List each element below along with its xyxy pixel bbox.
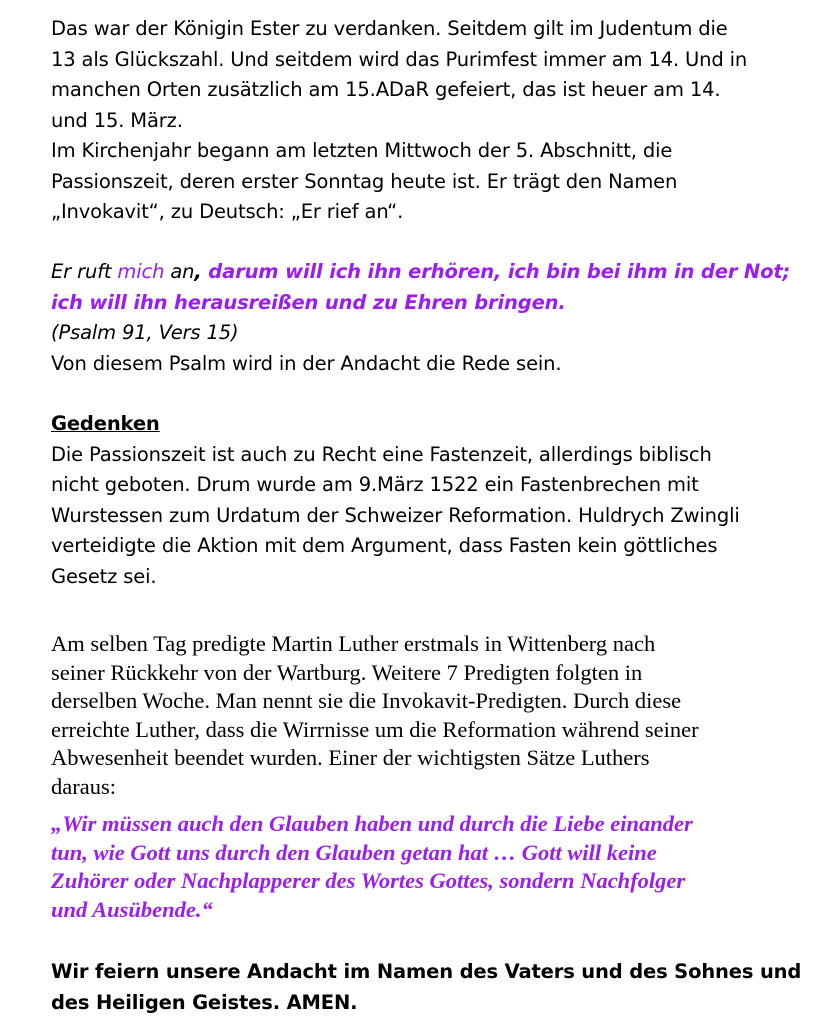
intro-line: Das war der Königin Ester zu verdanken. Seitdem gilt im Judentum die <box>51 17 728 40</box>
psalm-reference: (Psalm 91, Vers 15) <box>51 321 239 344</box>
intro-line: Passionszeit, deren erster Sonntag heute ist. Er trägt den Namen <box>51 169 678 193</box>
gedenken-line: verteidigte die Aktion mit dem Argument, dass Fasten kein göttliches <box>51 534 718 557</box>
luther-quote-line: „Wir müssen auch den Glauben haben und durch die Liebe einander <box>51 811 693 836</box>
luther-line: seiner Rückkehr von der Wartburg. Weitere 7 Predigten folgten in <box>51 659 643 685</box>
intro-line: manchen Orten zusätzlich am 15.ADaR gefeiert, das ist heuer am 14. <box>51 78 721 101</box>
luther-line: Am selben Tag predigte Martin Luther erstmals in Wittenberg nach <box>51 631 656 656</box>
closing-line: des Heiligen Geistes. AMEN. <box>51 990 358 1014</box>
luther-paragraph <box>51 630 699 801</box>
intro-line: Im Kirchenjahr begann am letzten Mittwoch der 5. Abschnitt, die <box>51 139 673 162</box>
psalm-quote <box>51 257 790 379</box>
psalm-highlight: mich <box>117 260 165 283</box>
psalm-text: an <box>164 260 195 283</box>
intro-line: und 15. März. <box>51 108 183 132</box>
luther-quote <box>51 810 693 924</box>
intro-paragraph <box>51 14 747 228</box>
gedenken-section <box>51 409 740 592</box>
luther-quote-line: Zuhörer oder Nachplapperer des Wortes Gottes, sondern Nachfolger <box>51 868 686 893</box>
gedenken-line: nicht geboten. Drum wurde am 9.März 1522 ein Fastenbrechen mit <box>51 473 699 496</box>
psalm-line-1 <box>51 257 790 288</box>
luther-line: Abwesenheit beendet wurden. Einer der wichtigsten Sätze Luthers <box>51 745 650 770</box>
closing-line: Wir feiern unsere Andacht im Namen des Vaters und des Sohnes und <box>51 960 802 983</box>
gedenken-line: Wurstessen zum Urdatum der Schweizer Reformation. Huldrych Zwingli <box>51 503 740 527</box>
section-heading: Gedenken <box>51 412 160 435</box>
luther-line: daraus: <box>51 773 116 799</box>
gedenken-line: Die Passionszeit ist auch zu Recht eine Fastenzeit, allerdings biblisch <box>51 442 712 466</box>
psalm-note: Von diesem Psalm wird in der Andacht die Rede sein. <box>51 351 562 375</box>
luther-quote-line: und Ausübende.“ <box>51 896 213 922</box>
luther-quote-line: tun, wie Gott uns durch den Glauben getan hat … Gott will keine <box>51 839 657 865</box>
psalm-comma: , <box>194 260 202 283</box>
psalm-highlight: darum will ich ihn erhören, ich bin bei ihm in der Not; <box>201 260 791 283</box>
intro-line: „Invokavit“, zu Deutsch: „Er rief an“. <box>51 200 404 223</box>
psalm-line-2: ich will ihn herausreißen und zu Ehren bringen. <box>51 290 566 314</box>
psalm-text: Er ruft <box>51 260 118 283</box>
intro-line: 13 als Glückszahl. Und seitdem wird das Purimfest immer am 14. Und in <box>51 47 748 71</box>
gedenken-line: Gesetz sei. <box>51 564 157 588</box>
luther-line: erreichte Luther, dass die Wirrnisse um die Reformation während seiner <box>51 716 699 742</box>
luther-line: derselben Woche. Man nennt sie die Invokavit-Predigten. Durch diese <box>51 688 682 713</box>
closing-paragraph <box>51 957 801 1018</box>
